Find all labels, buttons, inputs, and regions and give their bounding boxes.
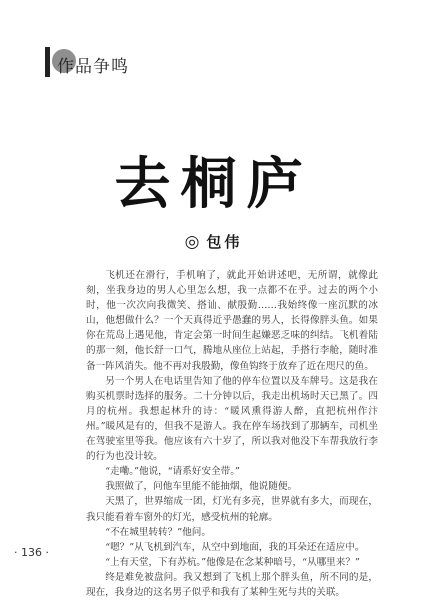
paragraph: 天黑了，世界缩成一团，灯光有多亮，世界就有多大，而现在，我只能看着车窗外的灯光，感受杭州的轮廓。 [86,496,378,523]
paragraph: 另一个男人在电话里告知了他的停车位置以及车牌号。这是我在购买机票时选择的服务。二十分钟以后，我走出机场时天已黑了。四月的杭州。我想起林升的诗：“暖风熏得游人醉，直把杭州作汴州。”暖风是有的，但我不是游人。我在停车场找到了那辆车，司机坐在驾驶室里等我。他应该有六十岁了，所以我对他没下车帮我放行李的行为也没计较。 [86,375,378,463]
paragraph: 飞机还在滑行，手机响了，就此开始讲述吧，无所谓，就像此刻，坐我身边的男人心里怎么想，我一点都不在乎。过去的两个小时，他一次次向我微笑、搭讪、献殷勤……我始终像一座沉默的冰山，他想做什么？一个天真得近乎愚蠢的男人，长得像胖头鱼。如果你在荒岛上遇见他，肯定会第一时间生起嫌恶乏味的纠结。飞机着陆的那一刻，他长舒一口气，腾地从座位上站起，手搭行李舱，随时准备一阵风消失。他不再对我殷勤，像鱼钩终于放弃了近在咫尺的鱼。 [86,270,378,372]
section-tag-label: 作品争鸣 [57,57,129,77]
article-body [86,268,378,600]
article-title: 去桐庐 [114,151,313,217]
byline [0,231,427,252]
paragraph: 我照做了，问他车里能不能抽烟，他说随便。 [105,481,298,493]
paragraph: “走嘞。”他说，“请系好安全带。” [105,466,240,478]
author-name: 包伟 [206,233,243,251]
paragraph: “嗯？”从飞机到汽车，从空中到地面，我的耳朵还在适应中。 [105,541,365,553]
section-tag [45,47,175,77]
byline-mark: ◎ [184,232,203,252]
paragraph: 终是难免被盘问。我又想到了飞机上那个胖头鱼，所不同的是，现在，我身边的这名男子似乎和我有了某种生死与共的关联。 [86,571,378,598]
page-number: · 136 · [14,546,49,559]
section-tag-bar [45,47,50,77]
paragraph: “上有天堂，下有苏杭。”他像是在念某种暗号，“从哪里来？” [105,556,360,568]
paragraph: “不在城里转转？”他问。 [105,526,211,538]
